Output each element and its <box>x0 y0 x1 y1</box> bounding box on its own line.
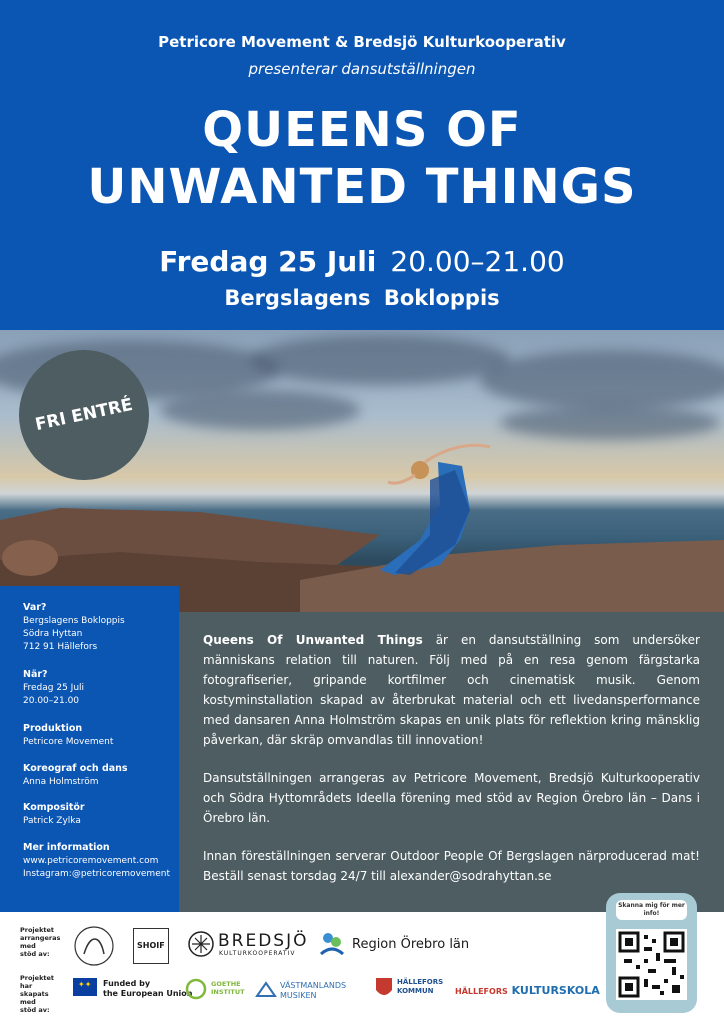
kulturskola-logo <box>455 984 600 997</box>
header-banner <box>0 0 724 330</box>
bredsjo-icon <box>187 930 215 958</box>
production-heading: Produktion <box>23 723 83 734</box>
choreographer-heading: Koreograf och dans <box>23 763 128 774</box>
where-line-2: Södra Hyttan <box>23 629 83 639</box>
more-info-block <box>23 842 170 881</box>
composer-value: Patrick Zylka <box>23 816 81 826</box>
where-line-3: 712 91 Hällefors <box>23 642 98 652</box>
qr-label: Skanna mig för mer info! <box>616 900 687 920</box>
where-block <box>23 602 125 654</box>
petricore-logo <box>72 924 116 968</box>
hallefors-line-2: KOMMUN <box>397 987 434 995</box>
eu-line-1: Funded by <box>103 979 151 988</box>
qr-code-icon[interactable] <box>616 929 687 1000</box>
when-block <box>23 669 84 708</box>
when-line-2: 20.00–21.00 <box>23 696 80 706</box>
vastmanlands-line-1: VÄSTMANLANDS <box>280 981 347 990</box>
info-sidebar <box>0 586 179 912</box>
description-p1-text: är en dansutställning som undersöker människans relation till naturen. Följ med på en resa genom färgstarka fotografiserier, gripande kortfilmer och cinematisk musik. Genom kostyminstallation skapad av återbrukat material och ett livedansperformance med dansaren Anna Holmström skapas en unik plats för reflektion kring mänsklig påverkan, där skräp omvandlas till innovation! <box>203 633 700 747</box>
where-line-1: Bergslagens Bokloppis <box>23 616 125 626</box>
region-orebro-name: Region Örebro län <box>352 937 470 952</box>
shoif-logo <box>133 928 169 964</box>
vastmanlands-line-2: MUSIKEN <box>280 991 317 1000</box>
hallefors-shield-icon <box>374 976 394 1000</box>
event-time: 20.00–21.00 <box>390 245 565 278</box>
goethe-line-2: INSTITUT <box>211 988 245 996</box>
production-block <box>23 723 113 749</box>
hallefors-line-1: HÄLLEFORS <box>397 978 444 986</box>
presenters: Petricore Movement & Bredsjö Kulturkooperativ <box>158 33 566 51</box>
date-time <box>0 245 724 278</box>
description-paragraph-2: Dansutställningen arrangeras av Petricore Movement, Bredsjö Kulturkooperativ och Södra Hyttområdets Ideella förening med stöd av Region Örebro län – Dans i Örebro län. <box>203 771 700 825</box>
arranged-label: Projektet arrangeras med stöd av: <box>20 926 61 958</box>
hallefors-kommun <box>397 978 443 996</box>
goethe-name <box>211 980 245 996</box>
region-orebro-icon <box>318 930 346 958</box>
eu-funding <box>103 979 193 999</box>
where-heading: Var? <box>23 602 47 613</box>
description-paragraph-1 <box>203 630 700 750</box>
kulturskola-b: KULTURSKOLA <box>511 984 600 997</box>
composer-heading: Kompositör <box>23 802 85 813</box>
vastmanlands-name <box>280 981 346 1001</box>
eu-flag-icon: ✦✦ <box>73 978 97 996</box>
when-heading: När? <box>23 669 48 680</box>
production-value: Petricore Movement <box>23 737 114 747</box>
vastmanlands-icon <box>255 980 277 998</box>
event-venue: Bergslagens Bokloppis <box>224 286 500 310</box>
goethe-line-1: GOETHE <box>211 980 241 988</box>
event-day: Fredag 25 Juli <box>159 245 377 278</box>
when-line-1: Fredag 25 Juli <box>23 683 85 693</box>
eu-line-2: the European Union <box>103 989 193 998</box>
choreographer-block <box>23 763 128 789</box>
qr-panel <box>606 893 697 1013</box>
description-title: Queens Of Unwanted Things <box>203 633 423 647</box>
title-line-1: QUEENS OF <box>202 102 522 158</box>
composer-block <box>23 802 85 828</box>
title-line-2: UNWANTED THINGS <box>87 159 637 215</box>
kulturskola-a: HÄLLEFORS <box>455 987 508 996</box>
more-info-heading: Mer information <box>23 842 110 853</box>
choreographer-value: Anna Holmström <box>23 777 99 787</box>
intro-text: presenterar dansutställningen <box>248 60 476 78</box>
event-title <box>0 102 724 216</box>
goethe-icon <box>185 978 207 1000</box>
website-link[interactable]: www.petricoremovement.com <box>23 856 159 866</box>
description-paragraph-3: Innan föreställningen serverar Outdoor People Of Bergslagen närproducerad mat! Beställ senast torsdag 24/7 till alexander@sodrahyttan.se <box>203 849 700 883</box>
shoif-text: SHOIF <box>137 941 165 950</box>
bredsjo-name: BREDSJÖ <box>218 931 309 951</box>
created-label: Projektet har skapats med stöd av: <box>20 974 55 1014</box>
instagram-link[interactable]: Instagram:@petricoremovement <box>23 869 170 879</box>
bredsjo-sub: KULTURKOOPERATIV <box>219 950 296 957</box>
badge-text: FRI ENTRÉ <box>33 394 135 436</box>
description-panel <box>179 612 724 912</box>
